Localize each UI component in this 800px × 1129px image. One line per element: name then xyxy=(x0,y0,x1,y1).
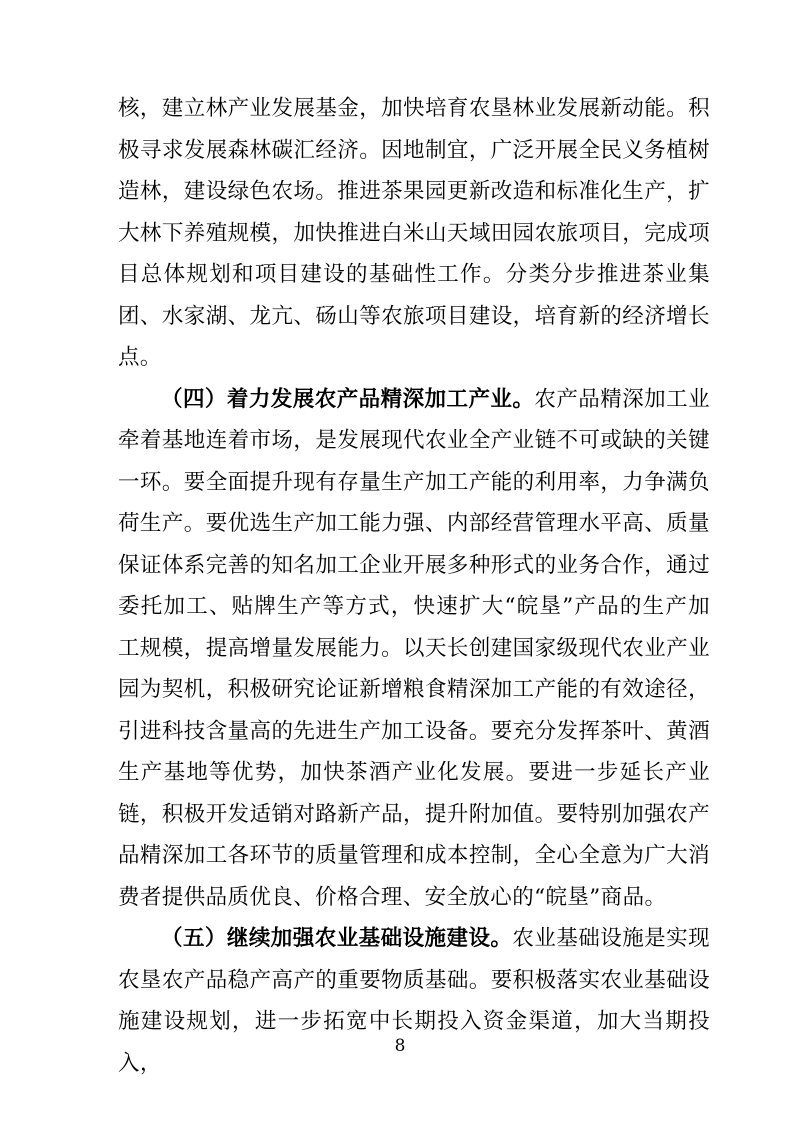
paragraph-1 xyxy=(118,88,710,379)
paragraph-3 xyxy=(118,918,710,1084)
paragraph-2-heading: （四）着力发展农产品精深加工产业。 xyxy=(161,386,535,412)
paragraph-2 xyxy=(118,379,710,919)
paragraph-2-text: 农产品精深加工业牵着基地连着市场，是发展现代农业全产业链不可或缺的关键一环。要全面提升现有存量生产加工产能的利用率，力争满负荷生产。要优选生产加工能力强、内部经营管理水平高、质量保证体系完善的知名加工企业开展多种形式的业务合作，通过委托加工、贴牌生产等方式，快速扩大“皖垦”产品的生产加工规模，提高增量发展能力。以天长创建国家级现代农业产业园为契机，积极研究论证新增粮食精深加工产能的有效途径，引进科技含量高的先进生产加工设备。要充分发挥茶叶、黄酒生产基地等优势，加快茶酒产业化发展。要进一步延长产业链，积极开发适销对路新产品，提升附加值。要特别加强农产品精深加工各环节的质量管理和成本控制，全心全意为广大消费者提供品质优良、价格合理、安全放心的“皖垦”商品。 xyxy=(118,386,710,910)
paragraph-3-heading: （五）继续加强农业基础设施建设。 xyxy=(161,926,513,951)
page-number: 8 xyxy=(394,1036,406,1056)
page-body xyxy=(118,88,710,1084)
paragraph-1-text: 核，建立林产业发展基金，加快培育农垦林业发展新动能。积极寻求发展森林碳汇经济。因地制宜，广泛开展全民义务植树造林，建设绿色农场。推进茶果园更新改造和标准化生产，扩大林下养殖规模，加快推进白米山天域田园农旅项目，完成项目总体规划和项目建设的基础性工作。分类分步推进茶业集团、水家湖、龙亢、砀山等农旅项目建设，培育新的经济增长点。 xyxy=(118,96,710,370)
paragraph-3-text: 农业基础设施是实现农垦农产品稳产高产的重要物质基础。要积极落实农业基础设施建设规划，进一步拓宽中长期投入资金渠道，加大当期投入， xyxy=(118,926,711,1076)
